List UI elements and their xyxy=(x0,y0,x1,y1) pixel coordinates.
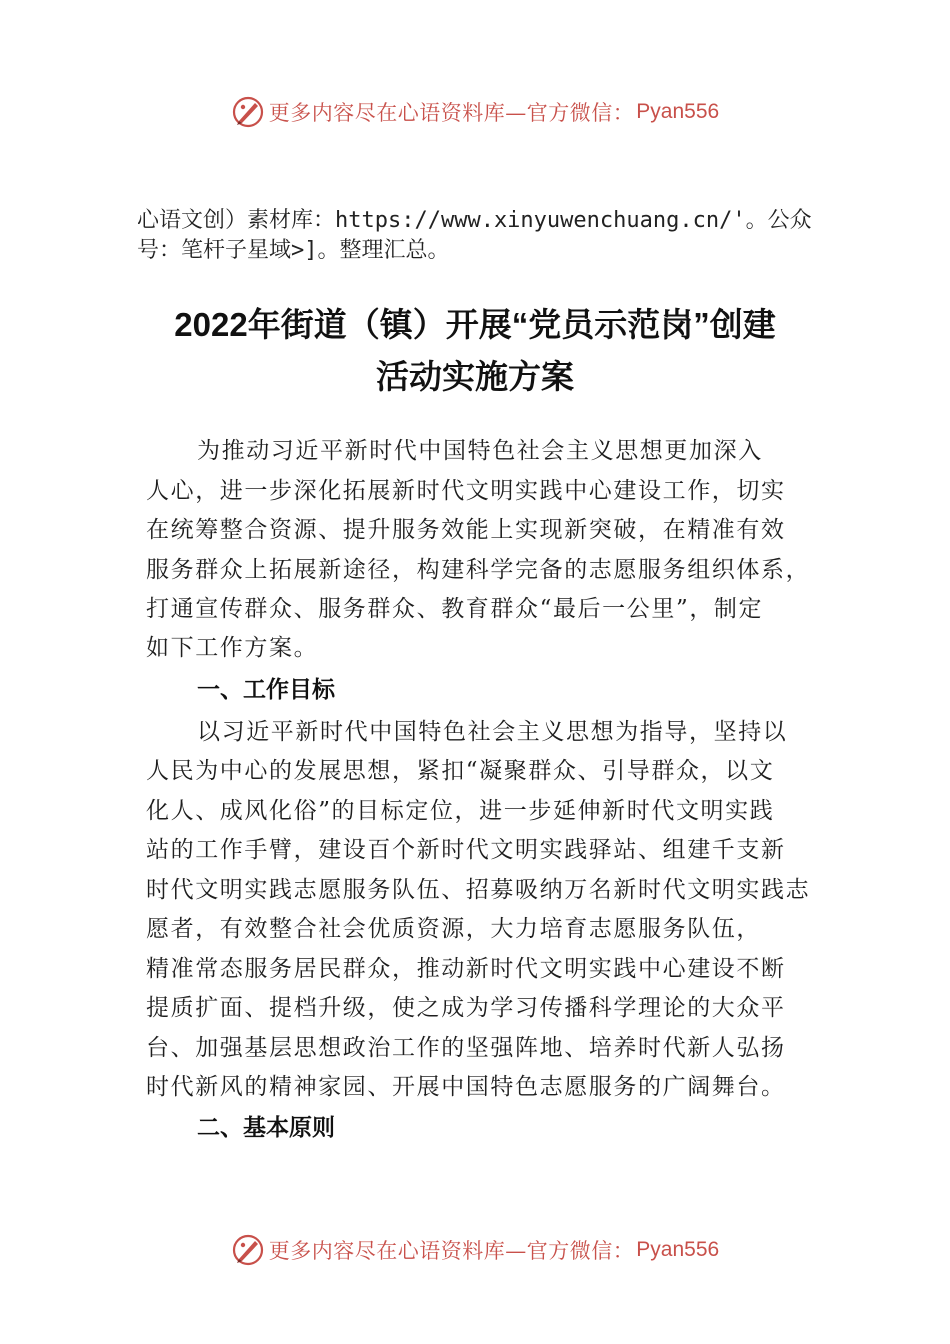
document-title-line: 活动实施方案 xyxy=(376,358,574,395)
pen-circle-logo-icon xyxy=(231,1233,265,1267)
intro-line: 如下工作方案。 xyxy=(146,635,319,661)
section-heading: 二、基本原则 xyxy=(197,1114,335,1140)
section1-line: 以习近平新时代中国特色社会主义思想为指导，坚持以 xyxy=(197,719,788,745)
intro-line: 为推动习近平新时代中国特色社会主义思想更加深入 xyxy=(197,438,763,464)
intro-line: 服务群众上拓展新途径，构建科学完备的志愿服务组织体系， xyxy=(146,557,811,583)
banner-text: 更多内容尽在心语资料库—官方微信： xyxy=(268,1239,635,1263)
intro-line: 打通宣传群众、服务群众、教育群众“最后一公里”，制定 xyxy=(146,596,764,622)
intro-line: 在统筹整合资源、提升服务效能上实现新突破，在精准有效 xyxy=(146,517,786,543)
section1-line: 精准常态服务居民群众，推动新时代文明实践中心建设不断 xyxy=(146,956,786,982)
section-heading: 一、工作目标 xyxy=(197,676,335,702)
banner-text: 更多内容尽在心语资料库—官方微信： xyxy=(268,101,635,125)
wechat-id: Pyan556 xyxy=(636,1238,720,1261)
source-note-line: 心语文创）素材库：https://www.xinyuwenchuang.cn/'。公众 xyxy=(137,208,812,233)
pen-circle-logo-icon xyxy=(231,95,265,129)
document-title-line: 2022年街道（镇）开展“党员示范岗”创建 xyxy=(174,306,776,343)
section1-line: 站的工作手臂，建设百个新时代文明实践驿站、组建千支新 xyxy=(146,837,786,863)
section1-line: 提质扩面、提档升级，使之成为学习传播科学理论的大众平 xyxy=(146,995,786,1021)
section1-line: 时代新风的精神家园、开展中国特色志愿服务的广阔舞台。 xyxy=(146,1074,786,1100)
section1-line: 愿者，有效整合社会优质资源，大力培育志愿服务队伍， xyxy=(146,916,761,942)
footer-banner xyxy=(0,1230,950,1270)
section1-line: 人民为中心的发展思想，紧扣“凝聚群众、引导群众，以文 xyxy=(146,758,775,784)
header-banner xyxy=(0,92,950,132)
intro-line: 人心，进一步深化拓展新时代文明实践中心建设工作，切实 xyxy=(146,478,786,504)
section1-line: 化人、成风化俗”的目标定位，进一步延伸新时代文明实践 xyxy=(146,798,775,824)
wechat-id: Pyan556 xyxy=(636,100,720,123)
source-note-line: 号：笔杆子星域>]。整理汇总。 xyxy=(137,238,450,263)
section1-line: 台、加强基层思想政治工作的坚强阵地、培养时代新人弘扬 xyxy=(146,1035,786,1061)
section1-line: 时代文明实践志愿服务队伍、招募吸纳万名新时代文明实践志 xyxy=(146,877,811,903)
